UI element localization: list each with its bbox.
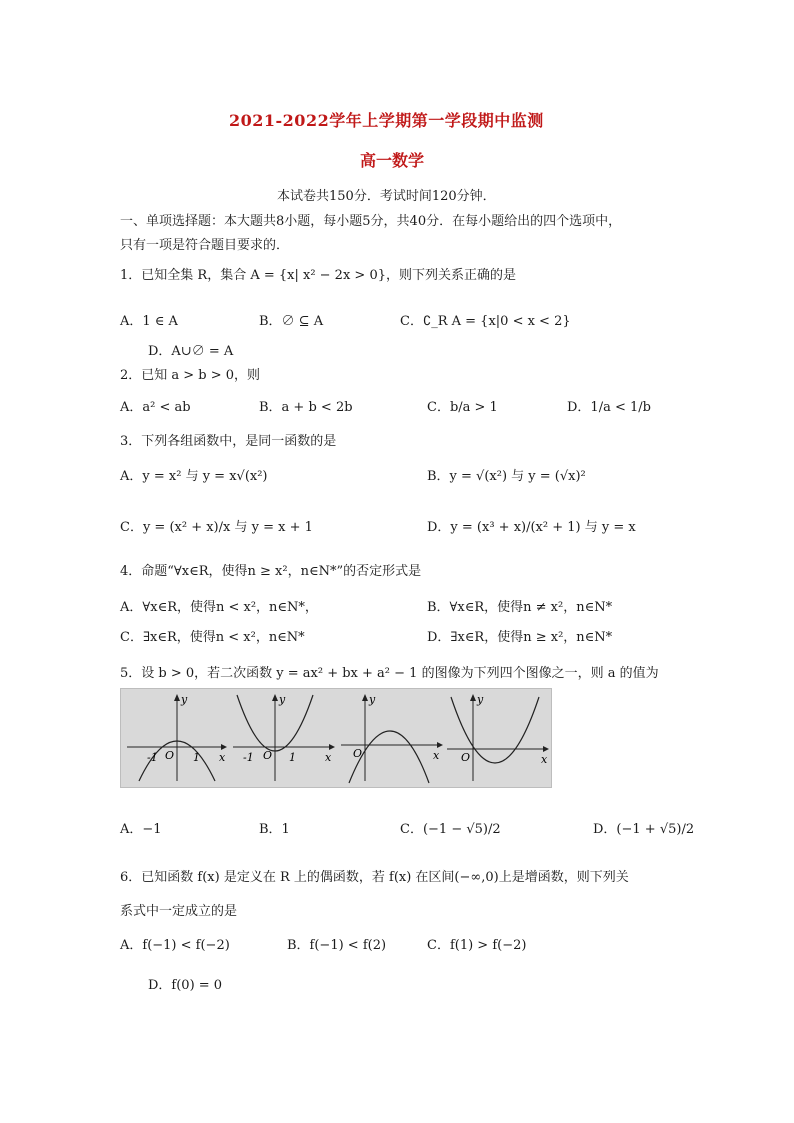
q5-stem: 5．设 b > 0，若二次函数 y = ax² + bx + a² − 1 的图像为下列四个图像之一，则 a 的值为 xyxy=(120,666,659,681)
graph-1-origin-label: O xyxy=(165,749,175,762)
graph-1-x-label: x xyxy=(219,751,226,764)
q4-option-c: C．∃x∈R，使得n < x²，n∈N* xyxy=(120,630,305,645)
exam-title: 2021-2022学年上学期第一学段期中监测 xyxy=(229,111,544,130)
q6-stem-line-2: 系式中一定成立的是 xyxy=(120,904,238,919)
q6-option-d: D．f(0) = 0 xyxy=(148,978,223,993)
graph-4-x-arrow xyxy=(543,746,549,752)
graph-4-x-label: x xyxy=(541,753,548,766)
q3-option-d: D．y = (x³ + x)/(x² + 1) 与 y = x xyxy=(427,520,636,535)
q2-option-d: D．1/a < 1/b xyxy=(567,400,651,415)
exam-subtitle: 高一数学 xyxy=(360,151,425,170)
graph-3-x-label: x xyxy=(433,749,440,762)
graph-2-y-label: y xyxy=(279,693,286,706)
graph-1-x-arrow xyxy=(221,744,227,750)
q5-option-b: B．1 xyxy=(259,822,290,837)
graph-3-origin-label: O xyxy=(353,747,363,760)
q6-option-c: C．f(1) > f(−2) xyxy=(427,938,527,953)
graph-2-neg1-label: -1 xyxy=(243,751,254,764)
q4-option-d: D．∃x∈R，使得n ≥ x²，n∈N* xyxy=(427,630,613,645)
q1-option-d: D．A∪∅ = A xyxy=(148,344,234,359)
q5-option-a: A．−1 xyxy=(120,822,162,837)
graph-2-y-arrow xyxy=(272,694,278,701)
graph-4 xyxy=(443,689,551,787)
exam-note: 本试卷共150分．考试时间120分钟． xyxy=(277,189,496,204)
q2-option-b: B．a + b < 2b xyxy=(259,400,353,415)
q4-stem: 4．命题“∀x∈R，使得n ≥ x²，n∈N*”的否定形式是 xyxy=(120,564,422,579)
q1-stem: 1．已知全集 R，集合 A = {x| x² − 2x > 0}，则下列关系正确的是 xyxy=(120,268,516,283)
section-1-line-2: 只有一项是符合题目要求的． xyxy=(120,238,290,253)
q4-option-b: B．∀x∈R，使得n ≠ x²，n∈N* xyxy=(427,600,613,615)
graph-1-y-arrow xyxy=(174,694,180,701)
graph-2-x-label: x xyxy=(325,751,332,764)
graph-2-x-arrow xyxy=(329,744,335,750)
q1-option-a: A．1 ∈ A xyxy=(120,314,178,329)
graph-3 xyxy=(337,689,445,787)
q2-option-c: C．b/a > 1 xyxy=(427,400,498,415)
q3-option-c: C．y = (x² + x)/x 与 y = x + 1 xyxy=(120,520,313,535)
graph-3-y-label: y xyxy=(369,693,376,706)
graph-1-y-label: y xyxy=(181,693,188,706)
q1-option-c: C．∁_R A = {x|0 < x < 2} xyxy=(400,314,571,329)
graph-4-y-label: y xyxy=(477,693,484,706)
q6-option-b: B．f(−1) < f(2) xyxy=(287,938,387,953)
q3-option-b: B．y = √(x²) 与 y = (√x)² xyxy=(427,469,586,484)
graph-3-y-arrow xyxy=(362,694,368,701)
q2-stem: 2．已知 a > b > 0，则 xyxy=(120,368,261,383)
q5-option-d: D．(−1 + √5)/2 xyxy=(593,822,695,837)
graph-2 xyxy=(229,689,337,787)
q3-stem: 3．下列各组函数中，是同一函数的是 xyxy=(120,434,337,449)
graph-1-one-label: 1 xyxy=(193,751,200,764)
graph-2-one-label: 1 xyxy=(289,751,296,764)
q4-option-a: A．∀x∈R，使得n < x²，n∈N*， xyxy=(120,600,318,615)
graph-2-origin-label: O xyxy=(263,749,273,762)
graph-4-origin-label: O xyxy=(461,751,471,764)
graph-1 xyxy=(121,689,229,787)
q5-option-c: C．(−1 − √5)/2 xyxy=(400,822,501,837)
q6-stem-line-1: 6．已知函数 f(x) 是定义在 R 上的偶函数，若 f(x) 在区间(−∞,0)上是增函数，则下列关 xyxy=(120,870,629,885)
q1-option-b: B．∅ ⊆ A xyxy=(259,314,324,329)
graph-1-neg1-label: -1 xyxy=(147,751,158,764)
q6-option-a: A．f(−1) < f(−2) xyxy=(120,938,230,953)
section-1-line-1: 一、单项选择题：本大题共8小题，每小题5分，共40分．在每小题给出的四个选项中， xyxy=(120,214,622,229)
q5-graphs-figure xyxy=(120,688,552,788)
q3-option-a: A．y = x² 与 y = x√(x²) xyxy=(120,469,268,484)
q2-option-a: A．a² < ab xyxy=(120,400,191,415)
graph-4-y-arrow xyxy=(470,694,476,701)
